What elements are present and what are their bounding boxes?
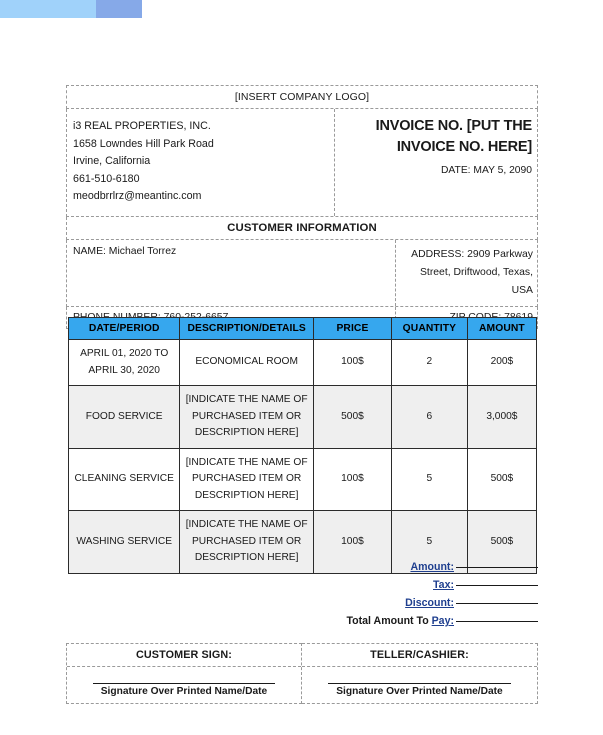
invoice-number: INVOICE NO. [PUT THE INVOICE NO. HERE]	[375, 118, 532, 155]
teller-sign-title: TELLER/CASHIER:	[302, 644, 537, 667]
customer-signature-box	[66, 643, 302, 704]
discount-label: Discount:	[405, 597, 454, 609]
cell-period: WASHING SERVICE	[69, 511, 180, 574]
signature-section	[66, 643, 538, 704]
total-amount-label: Pay:	[431, 615, 454, 627]
column-header-quantity: QUANTITY	[391, 318, 467, 340]
column-header-amount: AMOUNT	[467, 318, 536, 340]
customer-sign-body[interactable]	[67, 667, 301, 703]
invoice-number-block	[335, 109, 537, 184]
cell-amount: 500$	[467, 448, 536, 511]
company-details	[67, 109, 335, 216]
teller-sign-caption: Signature Over Printed Name/Date	[336, 686, 503, 697]
cell-description: [INDICATE THE NAME OF PURCHASED ITEM OR DESCRIPTION HERE]	[180, 511, 314, 574]
cell-description: [INDICATE THE NAME OF PURCHASED ITEM OR DESCRIPTION HERE]	[180, 386, 314, 449]
cell-amount: 200$	[467, 340, 536, 386]
cell-amount: 500$	[467, 511, 536, 574]
cell-quantity: 2	[391, 340, 467, 386]
cell-quantity: 5	[391, 511, 467, 574]
cell-quantity: 5	[391, 448, 467, 511]
line-items-table	[68, 317, 537, 574]
company-logo-placeholder: [INSERT COMPANY LOGO]	[66, 85, 538, 109]
cell-description: ECONOMICAL ROOM	[180, 340, 314, 386]
cell-period: APRIL 01, 2020 TO APRIL 30, 2020	[69, 340, 180, 386]
totals-section	[278, 558, 538, 630]
total-row-tax	[278, 576, 538, 594]
total-amount-prefix: Total Amount To	[346, 615, 432, 627]
cell-price: 100$	[313, 448, 391, 511]
cell-period: FOOD SERVICE	[69, 386, 180, 449]
total-amount-value-rule[interactable]	[456, 621, 538, 622]
total-row-total-amount-to-pay	[278, 612, 538, 630]
customer-name-address-row	[66, 240, 538, 307]
invoice-header-frame	[66, 85, 538, 329]
invoice-date: DATE: MAY 5, 2090	[440, 165, 532, 176]
company-and-invoice-band	[66, 109, 538, 217]
teller-sign-line	[328, 683, 511, 684]
company-phone: 661-510-6180	[73, 172, 140, 185]
column-header-date-period: DATE/PERIOD	[69, 318, 180, 340]
discount-value-rule[interactable]	[456, 603, 538, 604]
customer-sign-title: CUSTOMER SIGN:	[67, 644, 301, 667]
column-header-price: PRICE	[313, 318, 391, 340]
customer-sign-line	[93, 683, 275, 684]
table-row	[69, 386, 537, 449]
company-street: 1658 Lowndes Hill Park Road	[73, 137, 214, 150]
cell-price: 100$	[313, 511, 391, 574]
customer-sign-caption: Signature Over Printed Name/Date	[100, 686, 268, 697]
column-header-description: DESCRIPTION/DETAILS	[180, 318, 314, 340]
company-city-state: Irvine, California	[73, 155, 151, 167]
amount-label: Amount:	[410, 561, 454, 573]
company-name: i3 REAL PROPERTIES, INC.	[73, 120, 211, 132]
table-row	[69, 340, 537, 386]
company-email: meodbrrlrz@meantinc.com	[73, 190, 202, 202]
tax-label: Tax:	[433, 579, 454, 591]
teller-signature-box	[302, 643, 538, 704]
customer-address: ADDRESS: 2909 Parkway Street, Driftwood, Texas, USA	[411, 248, 533, 296]
top-bar-dark	[96, 0, 142, 18]
tax-value-rule[interactable]	[456, 585, 538, 586]
cell-price: 500$	[313, 386, 391, 449]
top-bar-light	[0, 0, 96, 18]
total-row-discount	[278, 594, 538, 612]
cell-quantity: 6	[391, 386, 467, 449]
teller-sign-body[interactable]	[302, 667, 537, 703]
amount-value-rule[interactable]	[456, 567, 538, 568]
table-row	[69, 448, 537, 511]
table-header-row	[69, 318, 537, 340]
cell-period: CLEANING SERVICE	[69, 448, 180, 511]
cell-description: [INDICATE THE NAME OF PURCHASED ITEM OR DESCRIPTION HERE]	[180, 448, 314, 511]
customer-name: NAME: Michael Torrez	[67, 240, 396, 306]
cell-amount: 3,000$	[467, 386, 536, 449]
decorative-top-bars	[0, 0, 142, 18]
cell-price: 100$	[313, 340, 391, 386]
total-row-amount	[278, 558, 538, 576]
customer-information-title: CUSTOMER INFORMATION	[66, 217, 538, 240]
